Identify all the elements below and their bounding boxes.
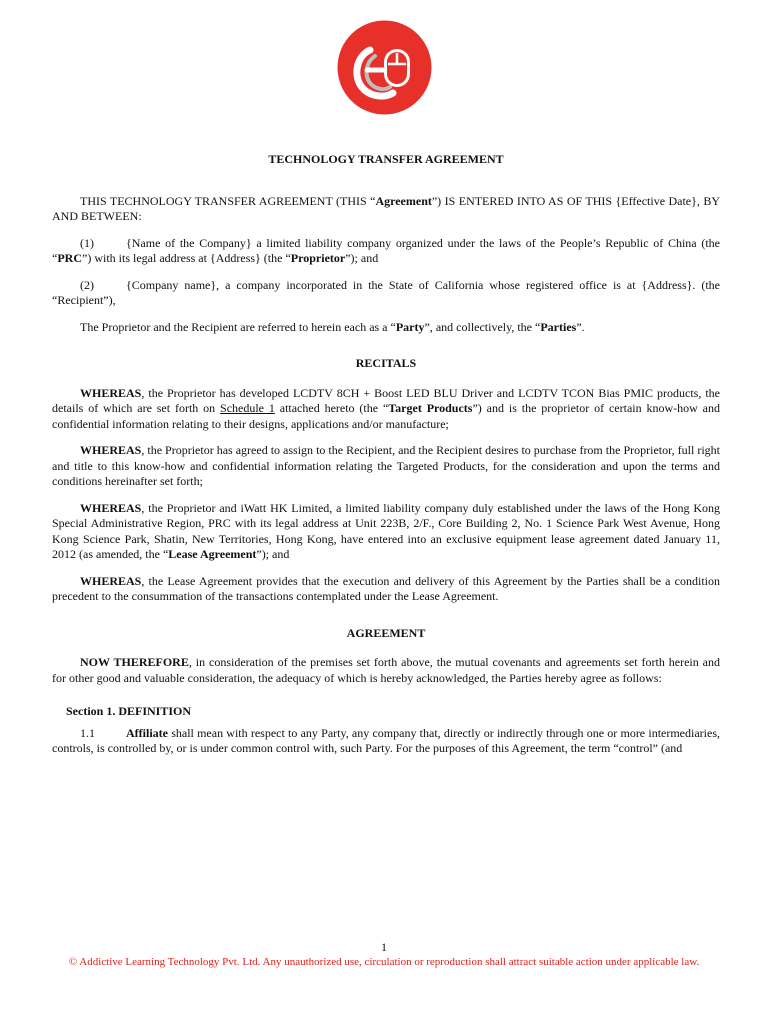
document-title: TECHNOLOGY TRANSFER AGREEMENT bbox=[268, 152, 504, 166]
whereas-4-paragraph: WHEREAS, the Lease Agreement provides that the execution and delivery of this Agreement by the Parties shall be a condition precedent to the consummation of the transactions contemplated under the Lease Agreement. bbox=[52, 573, 720, 603]
whereas-3-paragraph: WHEREAS, the Proprietor and iWatt HK Limited, a limited liability company duly established under the laws of the Hong Kong Special Administrative Region, PRC with its legal address at Unit 223B, 2/F., Core Building 2, No. 1 Science Park West Avenue, Hong Kong Science Park, Shatin, New Territories, Hong Kong, have entered into an exclusive equipment lease agreement dated January 11, 2012 (as amended, the “Lease Agreement”); and bbox=[52, 500, 720, 561]
party-1-number: (1) bbox=[80, 235, 94, 250]
copyright-footer: © Addictive Learning Technology Pvt. Ltd. Any unauthorized use, circulation or reproduction shall attract suitable action under applicable law. bbox=[68, 956, 700, 968]
e-mouse-logo-icon bbox=[337, 20, 432, 115]
schedule-1-reference: Schedule 1 bbox=[220, 401, 275, 415]
clause-1-1-number: 1.1 bbox=[80, 725, 95, 740]
whereas-1-paragraph: WHEREAS, the Proprietor has developed LCDTV 8CH + Boost LED BLU Driver and LCDTV TCON Bias PMIC products, the details of which are set forth on Schedule 1 attached hereto (the “Target Products”) and is the proprietor of certain know-how and confidential information relating to their designs, applications and/or manufacture; bbox=[52, 385, 720, 431]
section-1-heading: Section 1. DEFINITION bbox=[66, 704, 192, 718]
party-2-number: (2) bbox=[80, 277, 94, 292]
party-1-paragraph: (1) {Name of the Company} a limited liability company organized under the laws of the People’s Republic of China (the “PRC”) with its legal address at {Address} (the “Proprietor”); and bbox=[52, 235, 720, 265]
whereas-2-paragraph: WHEREAS, the Proprietor has agreed to assign to the Recipient, and the Recipient desires to purchase from the Proprietor, full right and title to this know-how and confidential information relating the Targeted Products, for the consideration and upon the terms and conditions hereinafter set forth; bbox=[52, 443, 720, 488]
intro-paragraph: THIS TECHNOLOGY TRANSFER AGREEMENT (THIS “Agreement”) IS ENTERED INTO AS OF THIS {Effective Date}, BY AND BETWEEN: bbox=[52, 193, 720, 223]
now-therefore-paragraph: NOW THEREFORE, in consideration of the premises set forth above, the mutual covenants and agreements set forth herein and for other good and valuable consideration, the adequacy of which is hereby acknowledged, the Parties hereby agree as follows: bbox=[52, 655, 720, 685]
recitals-heading: RECITALS bbox=[355, 356, 417, 370]
company-logo bbox=[337, 20, 432, 115]
agreement-heading: AGREEMENT bbox=[346, 625, 426, 640]
party-2-paragraph: (2) {Company name}, a company incorporated in the State of California whose registered office is at {Address}. (the “Recipient”), bbox=[52, 277, 720, 307]
clause-1-1-paragraph: 1.1 Affiliate shall mean with respect to any Party, any company that, directly or indirectly through one or more intermediaries, controls, is controlled by, or is under common control with, such Party. For the purposes of this Agreement, the term “control” (and bbox=[52, 725, 720, 755]
document-body bbox=[52, 152, 720, 768]
page-number: 1 bbox=[381, 940, 387, 954]
parties-paragraph: The Proprietor and the Recipient are referred to herein each as a “Party”, and collectively, the “Parties”. bbox=[80, 319, 585, 334]
